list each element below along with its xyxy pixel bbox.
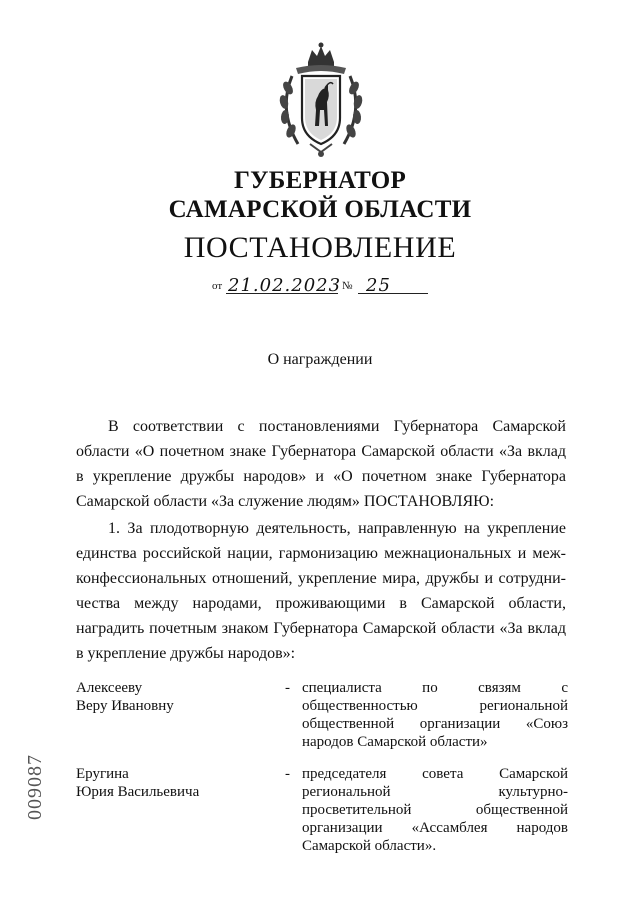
number-value: 25 bbox=[366, 275, 391, 296]
governor-title bbox=[0, 166, 640, 224]
form-serial-number: 009087 bbox=[24, 754, 46, 820]
samara-coat-of-arms-icon bbox=[270, 40, 372, 160]
date-value: 21.02.2023 bbox=[228, 275, 342, 296]
awardee-surname: Алексееву bbox=[76, 680, 143, 696]
awardee-name bbox=[76, 679, 266, 715]
preamble-paragraph: В соответствии с постановлениями Губернатора Самарской области «О почетном знаке Губернатора Самарской области «За вклад в укрепление дружбы народов» и «О почетном знаке Губернатора Самарской области «За служение людям» ПОСТАНОВЛЯЮ: bbox=[76, 418, 566, 510]
number-prefix: № bbox=[342, 280, 353, 292]
document-subject: О награждении bbox=[267, 351, 373, 368]
document-type: ПОСТАНОВЛЕНИЕ bbox=[183, 231, 457, 264]
date-number-line bbox=[212, 274, 432, 298]
awardee-position: председателя совета Самарской региональной культурно-просветительной общественной организации «Ассамблея народов Самарской области». bbox=[302, 766, 568, 854]
awardee-surname: Еругина bbox=[76, 766, 129, 782]
awardee-dash: - bbox=[285, 680, 290, 696]
date-prefix: от bbox=[212, 280, 223, 292]
awardee-dash: - bbox=[285, 766, 290, 782]
award-paragraph: 1. За плодотворную деятельность, направленную на укрепление единства российской нации, гармонизацию межнациональных и меж-конфессиональных отношений, укрепление мира, дружбы и сотрудни-чества между народами, проживающими в Самарской области, наградить почетным знаком Губернатора Самарской области «За вклад в укрепление дружбы народов»: bbox=[76, 520, 566, 662]
awardee-position: специалиста по связям с общественностью региональной общественной организации «Союз народов Самарской области» bbox=[302, 680, 568, 750]
awardee-given-names: Юрия Васильевича bbox=[76, 784, 200, 800]
awardee-given-names: Веру Ивановну bbox=[76, 698, 174, 714]
awardee-name bbox=[76, 765, 266, 801]
governor-title-line1: ГУБЕРНАТОР bbox=[233, 167, 407, 194]
governor-title-line2: САМАРСКОЙ ОБЛАСТИ bbox=[168, 196, 472, 223]
